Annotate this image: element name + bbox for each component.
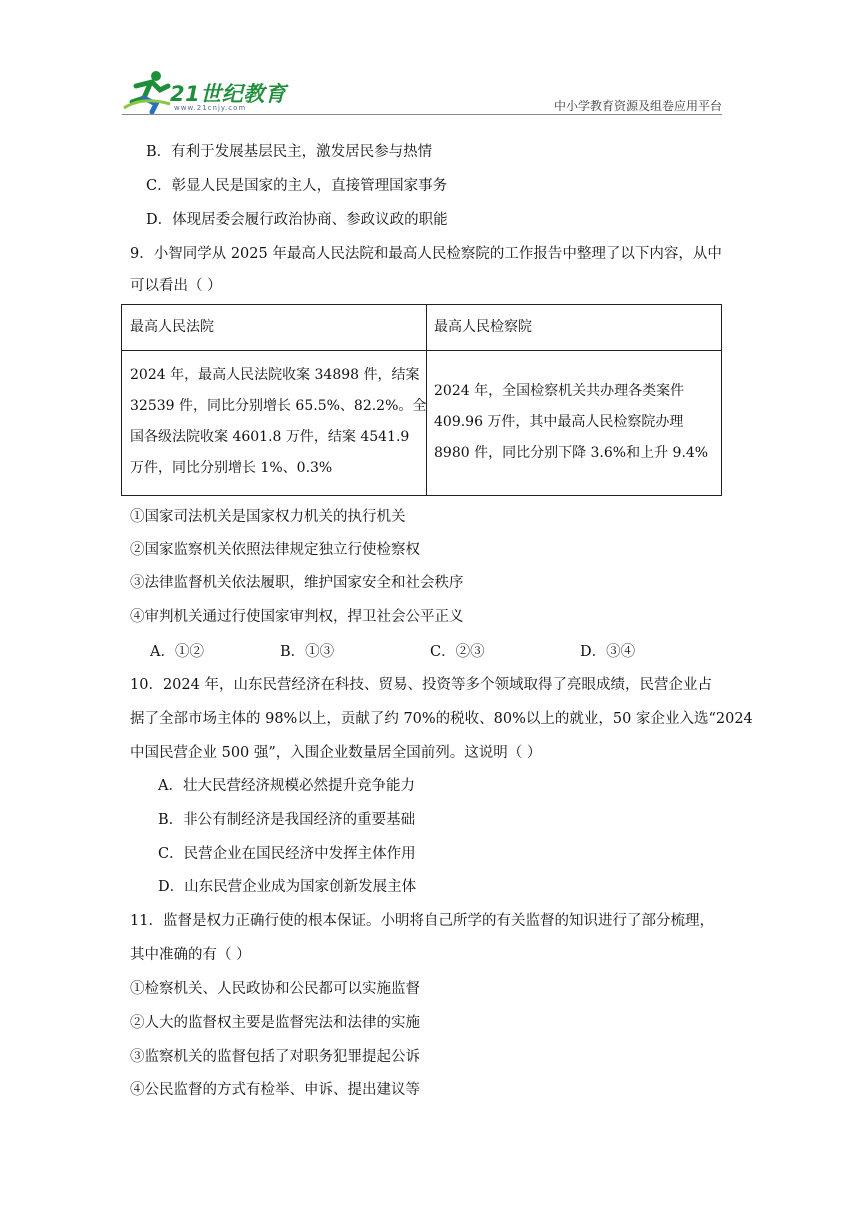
procuratorate-line: 409.96 万件，其中最高人民检察院办理 [434, 414, 684, 430]
page-header [122, 68, 722, 116]
table-column-divider [426, 305, 427, 495]
q10-stem-line-3: 中国民营企业 500 强”，入围企业数量居全国前列。这说明（ ） [130, 745, 542, 761]
q9-statement-1: ①国家司法机关是国家权力机关的执行机关 [130, 509, 406, 525]
q11-stem-line-1: 11．监督是权力正确行使的根本保证。小明将自己所学的有关监督的知识进行了部分梳理， [130, 913, 714, 929]
q9-statement-3: ③法律监督机关依法履职，维护国家安全和社会秩序 [130, 575, 464, 591]
table-header-procuratorate: 最高人民检察院 [434, 319, 532, 335]
q10-option-b: B．非公有制经济是我国经济的重要基础 [158, 812, 416, 828]
q11-statement-4: ④公民监督的方式有检举、申诉、提出建议等 [130, 1082, 420, 1098]
court-line: 32539 件，同比分别增长 65.5%、82.2%。全 [130, 398, 427, 414]
q10-stem-line-2: 据了全部市场主体的 98%以上，贡献了约 70%的税收、80%以上的就业，50 家企业入选“2024 [130, 711, 753, 727]
q9-option-b: B．①③ [280, 644, 335, 660]
court-line: 国各级法院收案 4601.8 万件，结案 4541.9 [130, 429, 410, 445]
q10-option-c: C．民营企业在国民经济中发挥主体作用 [158, 846, 416, 862]
court-line: 2024 年，最高人民法院收案 34898 件，结案 [130, 367, 420, 383]
q9-data-table [121, 304, 722, 496]
q11-statement-2: ②人大的监督权主要是监督宪法和法律的实施 [130, 1015, 420, 1031]
table-header-court: 最高人民法院 [130, 319, 214, 335]
q8-option-b: B．有利于发展基层民主，激发居民参与热情 [146, 144, 433, 160]
q9-option-a: A．①② [150, 644, 204, 660]
q8-option-c: C．彰显人民是国家的主人，直接管理国家事务 [146, 178, 448, 194]
platform-name: 中小学教育资源及组卷应用平台 [553, 99, 722, 113]
q9-options [150, 640, 670, 660]
table-cell-procuratorate [434, 376, 719, 469]
q11-stem-line-2: 其中准确的有（ ） [130, 947, 251, 963]
q11-statement-3: ③监察机关的监督包括了对职务犯罪提起公诉 [130, 1049, 420, 1065]
q9-stem-line-1: 9．小智同学从 2025 年最高人民法院和最高人民检察院的工作报告中整理了以下内容，从中 [130, 246, 722, 262]
q10-option-d: D．山东民营企业成为国家创新发展主体 [158, 879, 417, 895]
logo-text: 21世纪教育 [170, 82, 287, 106]
q9-stem-line-2: 可以看出（ ） [130, 278, 222, 294]
q10-stem-line-1: 10．2024 年，山东民营经济在科技、贸易、投资等多个领域取得了亮眼成绩，民营企业占 [130, 677, 712, 693]
q9-statement-2: ②国家监察机关依照法律规定独立行使检察权 [130, 542, 420, 558]
logo-url: www.21cnjy.com [174, 104, 247, 112]
q9-statement-4: ④审判机关通过行使国家审判权，捍卫社会公平正义 [130, 609, 464, 625]
table-header-divider [122, 350, 721, 351]
procuratorate-line: 2024 年，全国检察机关共办理各类案件 [434, 383, 685, 399]
q9-option-c: C．②③ [430, 644, 485, 660]
q9-option-d: D．③④ [580, 644, 636, 660]
table-cell-court [130, 360, 427, 484]
court-line: 万件，同比分别增长 1%、0.3% [130, 460, 333, 476]
header-divider [122, 114, 722, 115]
q10-option-a: A．壮大民营经济规模必然提升竞争能力 [158, 778, 415, 794]
q8-option-d: D．体现居委会履行政治协商、参政议政的职能 [146, 212, 448, 228]
logo [122, 68, 292, 116]
q11-statement-1: ①检察机关、人民政协和公民都可以实施监督 [130, 981, 420, 997]
runner-logo-icon [122, 68, 172, 114]
procuratorate-line: 8980 件，同比分别下降 3.6%和上升 9.4% [434, 445, 709, 461]
